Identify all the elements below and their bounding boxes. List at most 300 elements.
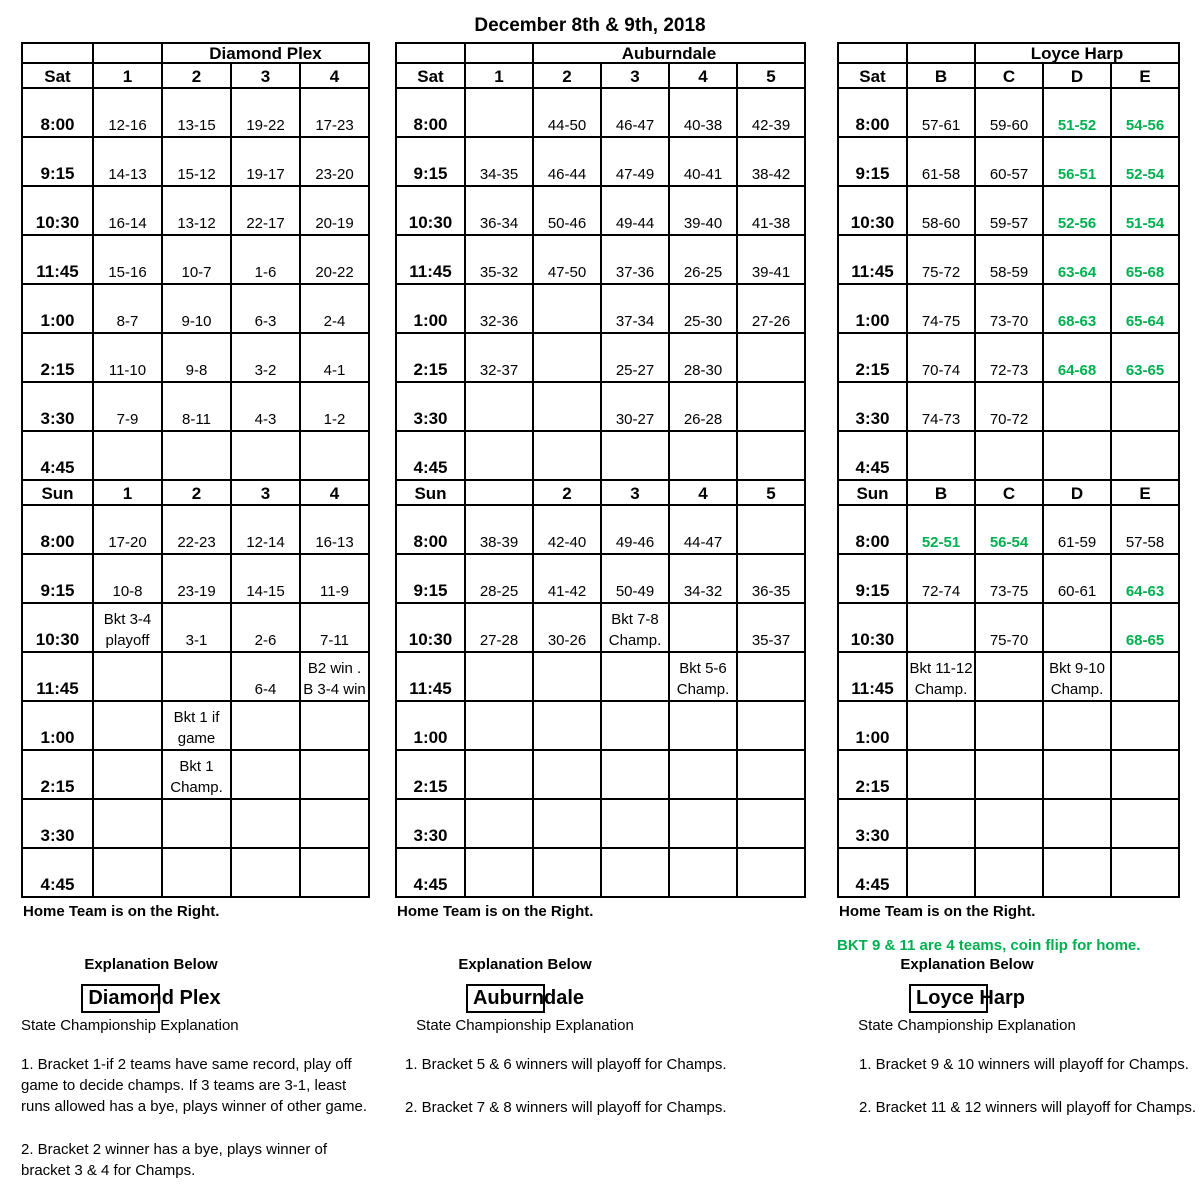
game-cell: 59-60 bbox=[975, 88, 1043, 137]
game-cell: 57-61 bbox=[907, 88, 975, 137]
game-cell: 30-27 bbox=[601, 382, 669, 431]
game-cell bbox=[737, 333, 805, 382]
schedule-row bbox=[22, 382, 369, 431]
game-cell bbox=[533, 652, 601, 701]
loyce-harp-title-box-wrap bbox=[837, 984, 1097, 1013]
time-cell: 9:15 bbox=[22, 137, 93, 186]
game-cell bbox=[533, 284, 601, 333]
game-cell bbox=[162, 799, 231, 848]
column-header-cell: 5 bbox=[737, 480, 805, 505]
auburndale-header-row bbox=[396, 43, 805, 63]
game-cell: 72-74 bbox=[907, 554, 975, 603]
schedule-row bbox=[838, 333, 1179, 382]
auburndale-title-box-text: Auburndale bbox=[472, 987, 585, 1009]
time-cell: 2:15 bbox=[838, 333, 907, 382]
game-cell: 42-40 bbox=[533, 505, 601, 554]
schedule-row bbox=[838, 505, 1179, 554]
blank-cell bbox=[93, 43, 162, 63]
auburndale-schedule-table bbox=[395, 42, 806, 898]
schedule-row bbox=[396, 333, 805, 382]
game-cell bbox=[1043, 701, 1111, 750]
time-cell: 10:30 bbox=[22, 186, 93, 235]
time-cell: 3:30 bbox=[838, 799, 907, 848]
day-header-row bbox=[838, 480, 1179, 505]
game-cell bbox=[93, 652, 162, 701]
time-cell: 1:00 bbox=[22, 701, 93, 750]
game-cell bbox=[465, 652, 533, 701]
time-cell: 1:00 bbox=[396, 284, 465, 333]
game-cell bbox=[533, 382, 601, 431]
game-cell: 73-75 bbox=[975, 554, 1043, 603]
game-cell: 11-10 bbox=[93, 333, 162, 382]
game-cell: 50-49 bbox=[601, 554, 669, 603]
column-header-cell: E bbox=[1111, 63, 1179, 88]
game-cell: 19-17 bbox=[231, 137, 300, 186]
schedule-row bbox=[22, 603, 369, 652]
game-cell: 25-27 bbox=[601, 333, 669, 382]
loyce-harp-explanation-paragraphs bbox=[859, 1054, 1196, 1140]
schedule-row bbox=[838, 799, 1179, 848]
game-cell: 7-11 bbox=[300, 603, 369, 652]
loyce-harp-title-box-text: Loyce Harp bbox=[916, 987, 1025, 1009]
time-cell: 11:45 bbox=[838, 652, 907, 701]
game-cell: 4-3 bbox=[231, 382, 300, 431]
game-cell: 37-36 bbox=[601, 235, 669, 284]
auburndale-explanation-below-label: Explanation Below bbox=[458, 956, 592, 973]
diamond-plex-schedule-table bbox=[21, 42, 370, 898]
game-cell: 56-54 bbox=[975, 505, 1043, 554]
column-header-cell: 4 bbox=[300, 63, 369, 88]
day-header-row bbox=[396, 63, 805, 88]
game-cell bbox=[465, 431, 533, 480]
game-cell bbox=[1111, 382, 1179, 431]
game-cell: 8-7 bbox=[93, 284, 162, 333]
game-cell bbox=[601, 701, 669, 750]
game-cell: 74-73 bbox=[907, 382, 975, 431]
game-cell bbox=[601, 750, 669, 799]
game-cell bbox=[533, 799, 601, 848]
game-cell: 15-16 bbox=[93, 235, 162, 284]
game-cell bbox=[737, 431, 805, 480]
game-cell: 73-70 bbox=[975, 284, 1043, 333]
column-header-cell: B bbox=[907, 480, 975, 505]
game-cell bbox=[669, 603, 737, 652]
game-cell bbox=[231, 431, 300, 480]
time-cell: 3:30 bbox=[396, 799, 465, 848]
column-header-cell: 1 bbox=[93, 63, 162, 88]
day-label-cell: Sun bbox=[22, 480, 93, 505]
time-cell: 10:30 bbox=[396, 603, 465, 652]
loyce-harp-home-note: Home Team is on the Right. bbox=[839, 903, 1036, 920]
column-header-cell: 1 bbox=[465, 63, 533, 88]
game-cell bbox=[533, 848, 601, 897]
schedule-row bbox=[22, 701, 369, 750]
time-cell: 4:45 bbox=[396, 431, 465, 480]
game-cell: 52-54 bbox=[1111, 137, 1179, 186]
game-cell bbox=[1111, 848, 1179, 897]
schedule-row bbox=[838, 554, 1179, 603]
game-cell bbox=[975, 701, 1043, 750]
game-cell: 14-15 bbox=[231, 554, 300, 603]
game-cell bbox=[669, 848, 737, 897]
time-cell: 10:30 bbox=[838, 603, 907, 652]
explanation-item: 2. Bracket 11 & 12 winners will playoff for Champs. bbox=[859, 1099, 1197, 1116]
auburndale-title-box-wrap bbox=[395, 984, 655, 1013]
column-header-cell: B bbox=[907, 63, 975, 88]
game-cell: 8-11 bbox=[162, 382, 231, 431]
game-cell bbox=[975, 652, 1043, 701]
game-cell bbox=[162, 652, 231, 701]
game-cell: 38-42 bbox=[737, 137, 805, 186]
game-cell bbox=[93, 750, 162, 799]
game-cell: 56-51 bbox=[1043, 137, 1111, 186]
game-cell bbox=[669, 799, 737, 848]
time-cell: 8:00 bbox=[22, 88, 93, 137]
game-cell bbox=[907, 603, 975, 652]
game-cell: 23-20 bbox=[300, 137, 369, 186]
game-cell: 68-65 bbox=[1111, 603, 1179, 652]
game-cell: 40-41 bbox=[669, 137, 737, 186]
game-cell bbox=[601, 652, 669, 701]
time-cell: 9:15 bbox=[838, 554, 907, 603]
game-cell bbox=[669, 431, 737, 480]
game-cell: 19-22 bbox=[231, 88, 300, 137]
game-cell: 39-41 bbox=[737, 235, 805, 284]
game-cell: 1-6 bbox=[231, 235, 300, 284]
time-cell: 8:00 bbox=[838, 505, 907, 554]
diamond-plex-title-box-wrap bbox=[21, 984, 281, 1013]
game-cell bbox=[1111, 652, 1179, 701]
game-cell: 57-58 bbox=[1111, 505, 1179, 554]
game-cell: 32-36 bbox=[465, 284, 533, 333]
schedule-row bbox=[22, 333, 369, 382]
game-cell: 13-12 bbox=[162, 186, 231, 235]
game-cell: 49-46 bbox=[601, 505, 669, 554]
schedule-row bbox=[838, 186, 1179, 235]
schedule-row bbox=[838, 235, 1179, 284]
game-cell: 6-3 bbox=[231, 284, 300, 333]
day-header-row bbox=[22, 480, 369, 505]
game-cell: 34-32 bbox=[669, 554, 737, 603]
explanation-item: 2. Bracket 7 & 8 winners will playoff for Champs. bbox=[405, 1099, 727, 1116]
diamond-plex-explanation-paragraphs bbox=[21, 1054, 371, 1200]
column-header-cell: 4 bbox=[300, 480, 369, 505]
day-label-cell: Sat bbox=[22, 63, 93, 88]
game-cell: 27-26 bbox=[737, 284, 805, 333]
page-title: December 8th & 9th, 2018 bbox=[474, 15, 706, 36]
game-cell: 41-42 bbox=[533, 554, 601, 603]
game-cell bbox=[162, 701, 231, 750]
game-cell bbox=[737, 848, 805, 897]
day-header-row bbox=[838, 63, 1179, 88]
schedule-row bbox=[396, 603, 805, 652]
game-cell: 12-14 bbox=[231, 505, 300, 554]
game-cell: 22-23 bbox=[162, 505, 231, 554]
auburndale-venue-name: Auburndale bbox=[533, 43, 805, 63]
game-cell: 13-15 bbox=[162, 88, 231, 137]
game-cell: 28-30 bbox=[669, 333, 737, 382]
game-cell bbox=[1111, 701, 1179, 750]
game-cell bbox=[465, 701, 533, 750]
game-cell-line: Champ. bbox=[608, 632, 662, 649]
schedule-row bbox=[22, 431, 369, 480]
column-header-cell: 2 bbox=[533, 480, 601, 505]
game-cell: 26-28 bbox=[669, 382, 737, 431]
game-cell: 58-59 bbox=[975, 235, 1043, 284]
day-label-cell: Sun bbox=[838, 480, 907, 505]
schedule-row bbox=[396, 750, 805, 799]
game-cell: 52-56 bbox=[1043, 186, 1111, 235]
diamond-plex-subtitle: State Championship Explanation bbox=[21, 1017, 239, 1034]
auburndale-title-box bbox=[466, 984, 584, 1013]
schedule-row bbox=[838, 382, 1179, 431]
game-cell: 23-19 bbox=[162, 554, 231, 603]
game-cell: 40-38 bbox=[669, 88, 737, 137]
auburndale-explanation-paragraphs bbox=[405, 1054, 727, 1140]
game-cell: 64-63 bbox=[1111, 554, 1179, 603]
loyce-harp-subtitle: State Championship Explanation bbox=[858, 1017, 1076, 1034]
diamond-plex-home-note: Home Team is on the Right. bbox=[23, 903, 220, 920]
schedule-row bbox=[838, 137, 1179, 186]
game-cell bbox=[93, 603, 162, 652]
day-label-cell: Sun bbox=[396, 480, 465, 505]
game-cell bbox=[975, 750, 1043, 799]
time-cell: 1:00 bbox=[396, 701, 465, 750]
time-cell: 2:15 bbox=[396, 333, 465, 382]
game-cell: 26-25 bbox=[669, 235, 737, 284]
game-cell bbox=[465, 799, 533, 848]
loyce-harp-title-box bbox=[909, 984, 1025, 1013]
game-cell-line: Bkt 1 bbox=[179, 758, 214, 775]
time-cell: 4:45 bbox=[838, 848, 907, 897]
game-cell: 75-70 bbox=[975, 603, 1043, 652]
schedule-row bbox=[396, 701, 805, 750]
day-label-cell: Sat bbox=[838, 63, 907, 88]
game-cell bbox=[975, 431, 1043, 480]
schedule-row bbox=[838, 431, 1179, 480]
time-cell: 11:45 bbox=[396, 652, 465, 701]
game-cell: 42-39 bbox=[737, 88, 805, 137]
game-cell: 68-63 bbox=[1043, 284, 1111, 333]
schedule-row bbox=[396, 431, 805, 480]
time-cell: 2:15 bbox=[22, 750, 93, 799]
time-cell: 2:15 bbox=[22, 333, 93, 382]
game-cell-line: Bkt 1 if bbox=[173, 709, 220, 726]
time-cell: 10:30 bbox=[22, 603, 93, 652]
schedule-row bbox=[396, 505, 805, 554]
column-header-cell: 5 bbox=[737, 63, 805, 88]
game-cell: 30-26 bbox=[533, 603, 601, 652]
schedule-row bbox=[22, 652, 369, 701]
game-cell: 59-57 bbox=[975, 186, 1043, 235]
game-cell: 65-64 bbox=[1111, 284, 1179, 333]
game-cell bbox=[533, 750, 601, 799]
game-cell: 10-8 bbox=[93, 554, 162, 603]
game-cell bbox=[907, 652, 975, 701]
game-cell bbox=[93, 848, 162, 897]
blank-cell bbox=[396, 43, 465, 63]
auburndale-subtitle: State Championship Explanation bbox=[416, 1017, 634, 1034]
game-cell bbox=[601, 603, 669, 652]
game-cell bbox=[231, 848, 300, 897]
game-cell: 39-40 bbox=[669, 186, 737, 235]
column-header-cell: D bbox=[1043, 480, 1111, 505]
game-cell bbox=[1043, 799, 1111, 848]
time-cell: 8:00 bbox=[396, 88, 465, 137]
game-cell bbox=[533, 701, 601, 750]
game-cell bbox=[300, 799, 369, 848]
game-cell-line: Bkt 7-8 bbox=[611, 611, 659, 628]
game-cell-line: Bkt 11-12 bbox=[909, 660, 973, 677]
game-cell bbox=[1111, 799, 1179, 848]
day-header-row bbox=[22, 63, 369, 88]
game-cell: 7-9 bbox=[93, 382, 162, 431]
game-cell bbox=[601, 431, 669, 480]
game-cell: 47-50 bbox=[533, 235, 601, 284]
diamond-plex-venue-name: Diamond Plex bbox=[162, 43, 369, 63]
game-cell: 61-58 bbox=[907, 137, 975, 186]
game-cell bbox=[231, 750, 300, 799]
game-cell: 75-72 bbox=[907, 235, 975, 284]
game-cell: 44-50 bbox=[533, 88, 601, 137]
game-cell: 15-12 bbox=[162, 137, 231, 186]
game-cell: 27-28 bbox=[465, 603, 533, 652]
game-cell: 58-60 bbox=[907, 186, 975, 235]
blank-cell bbox=[22, 43, 93, 63]
time-cell: 3:30 bbox=[396, 382, 465, 431]
schedule-row bbox=[22, 554, 369, 603]
game-cell: 2-6 bbox=[231, 603, 300, 652]
game-cell bbox=[300, 701, 369, 750]
game-cell: 2-4 bbox=[300, 284, 369, 333]
game-cell bbox=[1043, 652, 1111, 701]
game-cell bbox=[465, 750, 533, 799]
auburndale-home-note: Home Team is on the Right. bbox=[397, 903, 594, 920]
schedule-row bbox=[396, 554, 805, 603]
time-cell: 11:45 bbox=[22, 652, 93, 701]
game-cell bbox=[907, 799, 975, 848]
game-cell: 46-44 bbox=[533, 137, 601, 186]
game-cell: 60-57 bbox=[975, 137, 1043, 186]
time-cell: 8:00 bbox=[838, 88, 907, 137]
schedule-row bbox=[22, 750, 369, 799]
time-cell: 9:15 bbox=[22, 554, 93, 603]
game-cell: 51-54 bbox=[1111, 186, 1179, 235]
game-cell bbox=[907, 848, 975, 897]
time-cell: 11:45 bbox=[396, 235, 465, 284]
game-cell bbox=[231, 799, 300, 848]
game-cell: 38-39 bbox=[465, 505, 533, 554]
schedule-row bbox=[396, 137, 805, 186]
schedule-row bbox=[838, 284, 1179, 333]
time-cell: 10:30 bbox=[838, 186, 907, 235]
time-cell: 3:30 bbox=[22, 799, 93, 848]
game-cell bbox=[737, 652, 805, 701]
schedule-row bbox=[22, 186, 369, 235]
game-cell: 64-68 bbox=[1043, 333, 1111, 382]
time-cell: 11:45 bbox=[838, 235, 907, 284]
game-cell bbox=[737, 750, 805, 799]
diamond-plex-header-row bbox=[22, 43, 369, 63]
schedule-row bbox=[396, 652, 805, 701]
game-cell: 46-47 bbox=[601, 88, 669, 137]
game-cell bbox=[737, 505, 805, 554]
loyce-harp-header-row bbox=[838, 43, 1179, 63]
schedule-row bbox=[22, 137, 369, 186]
game-cell-line: Champ. bbox=[170, 779, 223, 796]
schedule-row bbox=[838, 750, 1179, 799]
game-cell bbox=[533, 333, 601, 382]
time-cell: 3:30 bbox=[838, 382, 907, 431]
time-cell: 1:00 bbox=[838, 701, 907, 750]
time-cell: 10:30 bbox=[396, 186, 465, 235]
time-cell: 4:45 bbox=[22, 848, 93, 897]
time-cell: 9:15 bbox=[838, 137, 907, 186]
game-cell bbox=[669, 652, 737, 701]
schedule-row bbox=[396, 284, 805, 333]
diamond-plex-title-box bbox=[81, 984, 220, 1013]
column-header-cell: 2 bbox=[533, 63, 601, 88]
game-cell bbox=[1043, 603, 1111, 652]
game-cell bbox=[601, 848, 669, 897]
schedule-row bbox=[22, 88, 369, 137]
explanation-item: 1. Bracket 1-if 2 teams have same record, play off game to decide champs. If 3 teams are 3-1, least runs allowed has a bye, plays winner of other game. bbox=[21, 1056, 368, 1115]
game-cell: 52-51 bbox=[907, 505, 975, 554]
game-cell: 47-49 bbox=[601, 137, 669, 186]
column-header-cell: 4 bbox=[669, 63, 737, 88]
game-cell bbox=[1111, 750, 1179, 799]
game-cell: 74-75 bbox=[907, 284, 975, 333]
game-cell: 16-13 bbox=[300, 505, 369, 554]
time-cell: 3:30 bbox=[22, 382, 93, 431]
column-header-cell: E bbox=[1111, 480, 1179, 505]
game-cell: 51-52 bbox=[1043, 88, 1111, 137]
game-cell bbox=[907, 750, 975, 799]
game-cell: 70-74 bbox=[907, 333, 975, 382]
game-cell: 10-7 bbox=[162, 235, 231, 284]
time-cell: 4:45 bbox=[22, 431, 93, 480]
game-cell: 9-10 bbox=[162, 284, 231, 333]
game-cell-line: Champ. bbox=[676, 681, 730, 698]
game-cell: 36-35 bbox=[737, 554, 805, 603]
game-cell: 25-30 bbox=[669, 284, 737, 333]
game-cell bbox=[231, 701, 300, 750]
game-cell: 50-46 bbox=[533, 186, 601, 235]
game-cell: 70-72 bbox=[975, 382, 1043, 431]
game-cell bbox=[975, 848, 1043, 897]
game-cell: 6-4 bbox=[231, 652, 300, 701]
game-cell: 3-1 bbox=[162, 603, 231, 652]
game-cell: 17-20 bbox=[93, 505, 162, 554]
game-cell: 11-9 bbox=[300, 554, 369, 603]
game-cell bbox=[1043, 750, 1111, 799]
time-cell: 4:45 bbox=[396, 848, 465, 897]
diamond-plex-title-box-text: Diamond Plex bbox=[88, 987, 221, 1009]
game-cell bbox=[975, 799, 1043, 848]
column-header-cell: 3 bbox=[601, 480, 669, 505]
schedule-row bbox=[22, 799, 369, 848]
day-label-cell: Sat bbox=[396, 63, 465, 88]
game-cell-line: Bkt 3-4 bbox=[103, 611, 152, 628]
game-cell-line: Champ. bbox=[914, 681, 968, 698]
game-cell bbox=[93, 799, 162, 848]
game-cell bbox=[737, 701, 805, 750]
game-cell: 20-22 bbox=[300, 235, 369, 284]
game-cell: 28-25 bbox=[465, 554, 533, 603]
schedule-row bbox=[396, 88, 805, 137]
explanation-item: 2. Bracket 2 winner has a bye, plays winner of bracket 3 & 4 for Champs. bbox=[21, 1141, 327, 1179]
time-cell: 8:00 bbox=[396, 505, 465, 554]
